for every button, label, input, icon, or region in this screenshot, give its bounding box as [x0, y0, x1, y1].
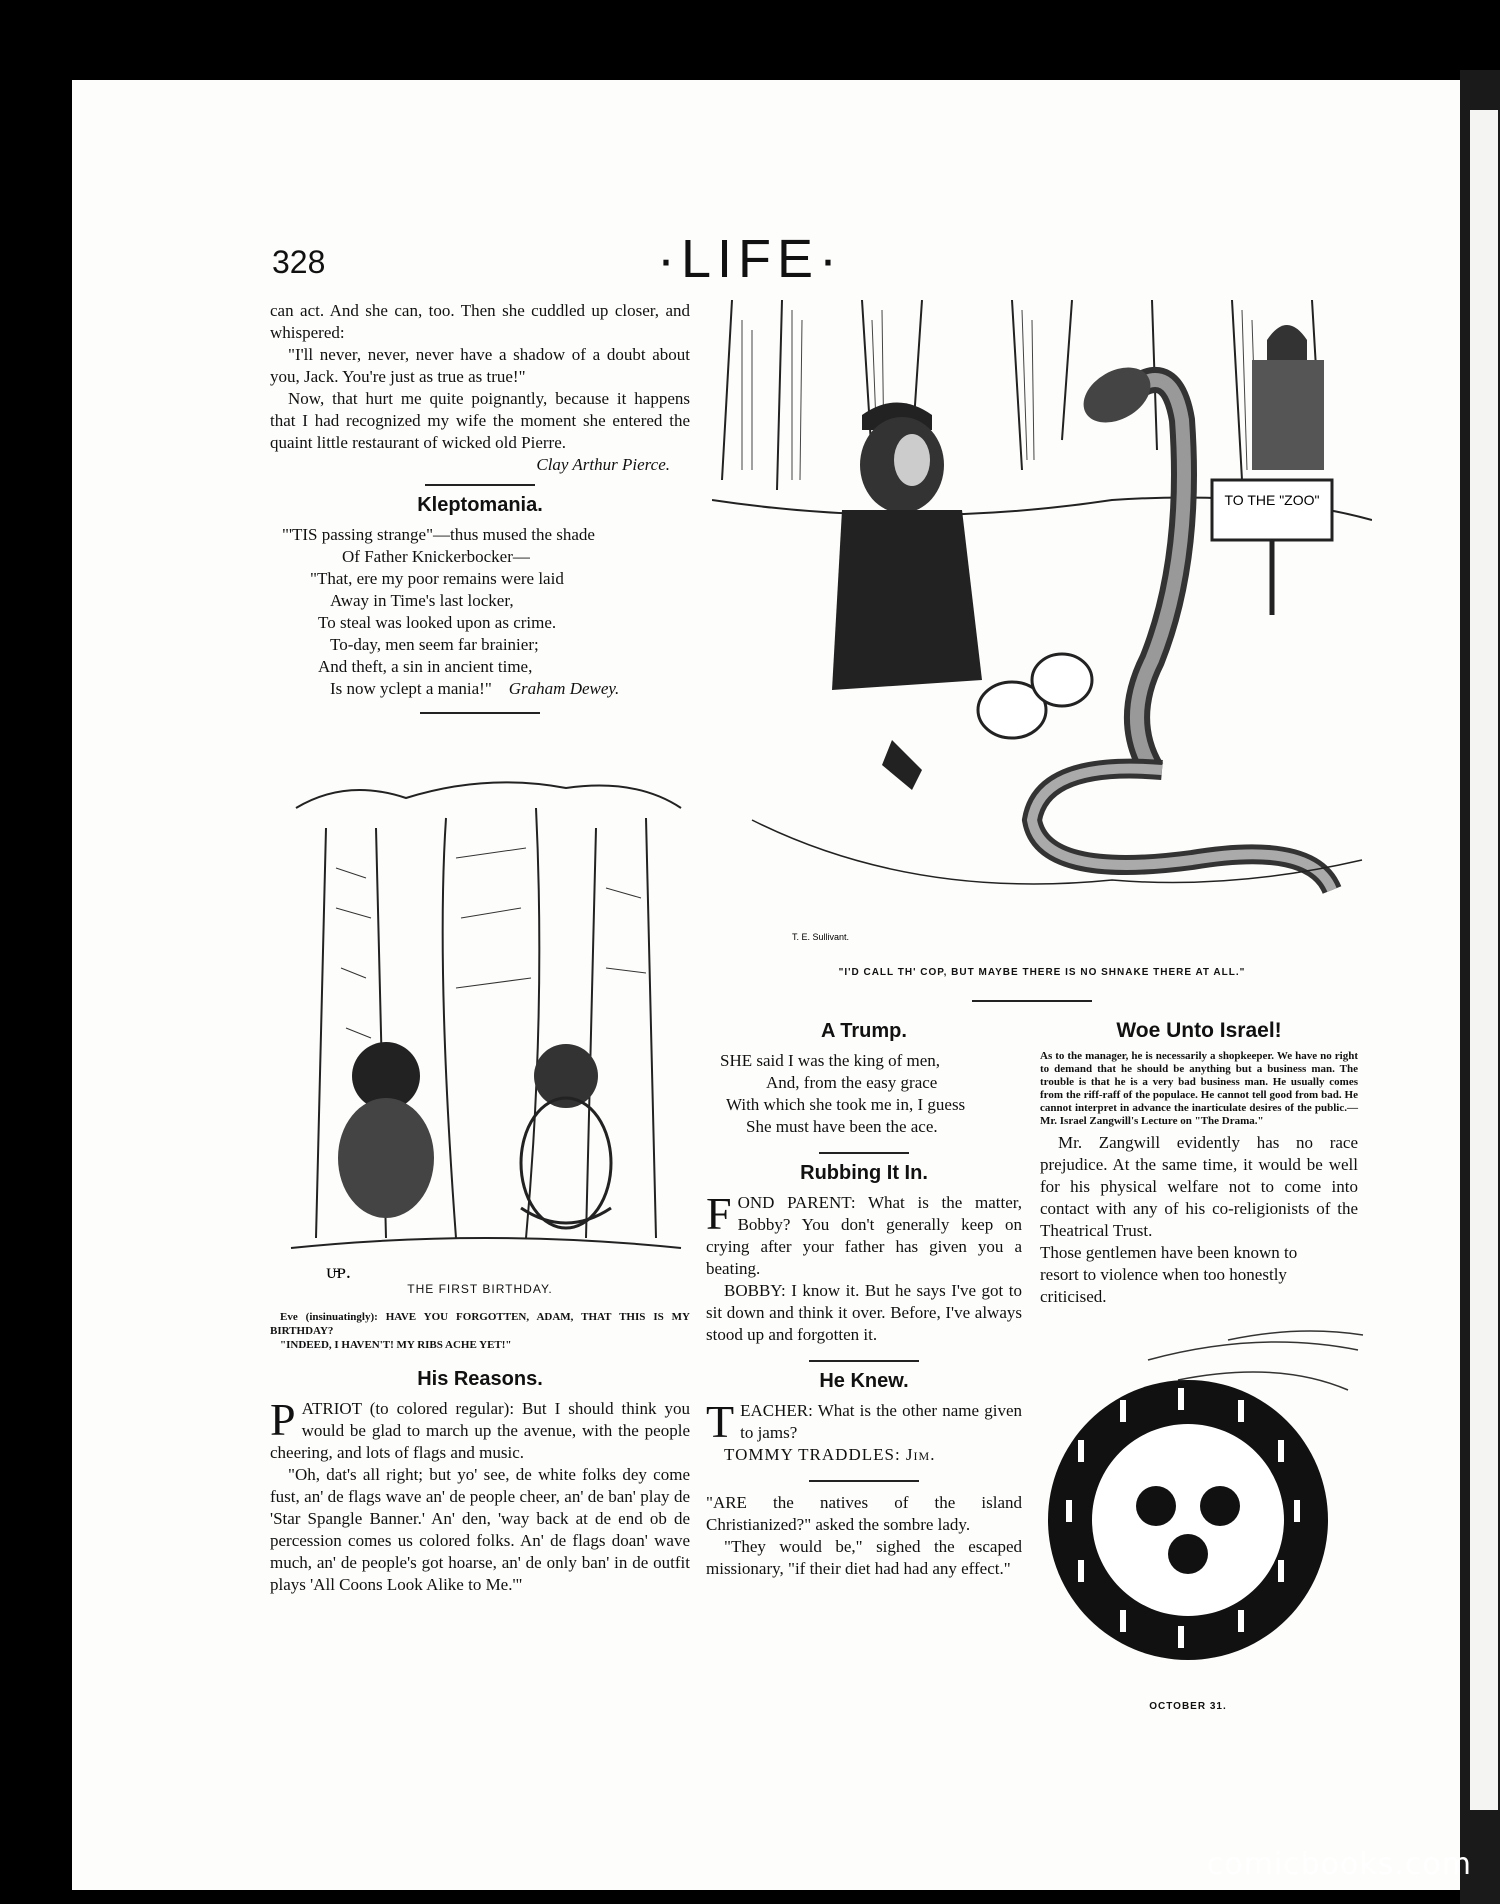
rubbing-paragraph — [706, 1188, 1022, 1280]
left-column — [270, 300, 690, 722]
first-birthday-illustration — [286, 768, 686, 1288]
section-divider — [420, 712, 540, 714]
rubbing-paragraph: BOBBY: I know it. But he says I've got to sit down and think it over. Before, I've always stood up and forgotten it. — [706, 1281, 1022, 1344]
story-signature: Clay Arthur Pierce. — [536, 455, 670, 474]
poem-line: "'TIS passing strange"—thus mused the shade — [282, 525, 595, 544]
first-birthday-line: "INDEED, I HAVEN'T! MY RIBS ACHE YET!" — [280, 1339, 512, 1351]
poem-line: And, from the easy grace — [766, 1073, 938, 1092]
story-paragraph: "I'll never, never, never have a shadow of a doubt about you, Jack. You're just as true as true!" — [270, 345, 690, 386]
section-divider — [425, 484, 535, 486]
snake-cartoon — [712, 300, 1372, 955]
masthead-title: ·LIFE· — [656, 229, 843, 289]
middle-column — [706, 1014, 1022, 1580]
rubbing-it-in-title: Rubbing It In. — [800, 1162, 928, 1184]
zoo-sign-text: TO THE "ZOO" — [1224, 492, 1320, 508]
section-divider — [809, 1480, 919, 1482]
a-trump-poem — [706, 1050, 1022, 1138]
first-birthday-title: THE FIRST BIRTHDAY. — [407, 1282, 553, 1296]
poem-line — [282, 678, 690, 700]
rubbing-text: OND PARENT: What is the matter, Bobby? You don't generally keep on crying after your father has given you a beating. — [706, 1193, 1022, 1278]
first-birthday-caption-block — [270, 1278, 690, 1596]
svg-text:ᴜ̵ᴘ.: ᴜ̵ᴘ. — [326, 1261, 351, 1283]
woe-paragraph: Mr. Zangwill evidently has no race prejudice. At the same time, it would be well for his physical welfare not to come into contact with any of his co-religionists of the Theatrical Trust. — [1040, 1133, 1358, 1240]
poem-line: "That, ere my poor remains were laid — [310, 569, 564, 588]
poem-line: To-day, men seem far brainier; — [330, 635, 539, 654]
woe-unto-israel-title: Woe Unto Israel! — [1116, 1019, 1282, 1042]
he-knew-text: EACHER: What is the other name given to jams? — [740, 1401, 1022, 1442]
poem-line: SHE said I was the king of men, — [720, 1051, 941, 1070]
poem-line: Of Father Knickerbocker— — [342, 547, 530, 566]
poem-line: To steal was looked upon as crime. — [318, 613, 557, 632]
drop-cap: P — [270, 1394, 296, 1445]
october-caption: OCTOBER 31. — [1149, 1701, 1227, 1712]
section-divider — [972, 1000, 1092, 1002]
october-illustration — [1028, 1320, 1368, 1680]
his-reasons-paragraph: "Oh, dat's all right; but yo' see, de white folks dey come fust, an' de flags wave an' de people cheer, an' de ban' play de 'Star Spangle Banner.' An' den, 'way back at de end ob de percession comes us colored folks. An' de flags doan' wave much, an' de people's got hoarse, an' de only ban' in de outfit plays 'All Coons Look Alike to Me.'" — [270, 1465, 690, 1594]
story-paragraph: Now, that hurt me quite poignantly, because it happens that I had recognized my wife the moment she entered the quaint little restaurant of wicked old Pierre. — [270, 389, 690, 452]
poem-line: She must have been the ace. — [746, 1117, 938, 1136]
first-birthday-line: Eve (insinuatingly): HAVE YOU FORGOTTEN, ADAM, THAT THIS IS MY BIRTHDAY? — [270, 1311, 690, 1337]
kleptomania-title: Kleptomania. — [417, 494, 543, 516]
page-number: 328 — [272, 244, 326, 280]
his-reasons-paragraph — [270, 1394, 690, 1464]
section-divider — [819, 1152, 909, 1154]
section-divider — [809, 1360, 919, 1362]
poem-signature: Graham Dewey. — [508, 679, 620, 698]
drop-cap: F — [706, 1188, 732, 1239]
he-knew-paragraph: TOMMY TRADDLES: Jim. — [724, 1445, 936, 1464]
drop-cap: T — [706, 1396, 735, 1447]
poem-line-text: Is now yclept a mania!" — [330, 679, 492, 698]
facing-page-edge — [1460, 70, 1500, 1904]
he-knew-title: He Knew. — [819, 1370, 909, 1392]
natives-paragraph: "ARE the natives of the island Christianized?" asked the sombre lady. — [706, 1493, 1022, 1534]
poem-line: Away in Time's last locker, — [330, 591, 514, 610]
he-knew-paragraph — [706, 1396, 1022, 1447]
poem-line: With which she took me in, I guess — [726, 1095, 966, 1114]
a-trump-title: A Trump. — [821, 1020, 907, 1042]
site-watermark: comicbooks.com — [1206, 1847, 1472, 1882]
his-reasons-text: ATRIOT (to colored regular): But I should think you would be glad to march up the avenue, with the people cheering, and lots of flags and music. — [270, 1399, 690, 1462]
woe-paragraph: Those gentlemen have been known to resort to violence when too honestly criticised. — [1040, 1243, 1298, 1306]
snake-cartoon-caption: "I'D CALL TH' COP, BUT MAYBE THERE IS NO SHNAKE THERE AT ALL." — [838, 967, 1246, 978]
right-column — [1040, 1014, 1358, 1308]
poem-line: And theft, a sin in ancient time, — [318, 657, 533, 676]
natives-paragraph: "They would be," sighed the escaped missionary, "if their diet had had any effect." — [706, 1537, 1022, 1578]
zangwill-quote: As to the manager, he is necessarily a shopkeeper. We have no right to demand that he should be anything but a business man. The trouble is that he is a very bad business man. He usually comes from the riff-raff of the populace. He cannot tell good from bad. He cannot interpret in advance the inarticulate desires of the public.—Mr. Israel Zangwill's Lecture on "The Drama." — [1040, 1050, 1358, 1127]
kleptomania-poem — [270, 524, 690, 700]
artist-signature: T. E. Sullivant. — [792, 932, 850, 942]
his-reasons-title: His Reasons. — [417, 1368, 543, 1390]
story-paragraph: can act. And she can, too. Then she cuddled up closer, and whispered: — [270, 301, 690, 342]
